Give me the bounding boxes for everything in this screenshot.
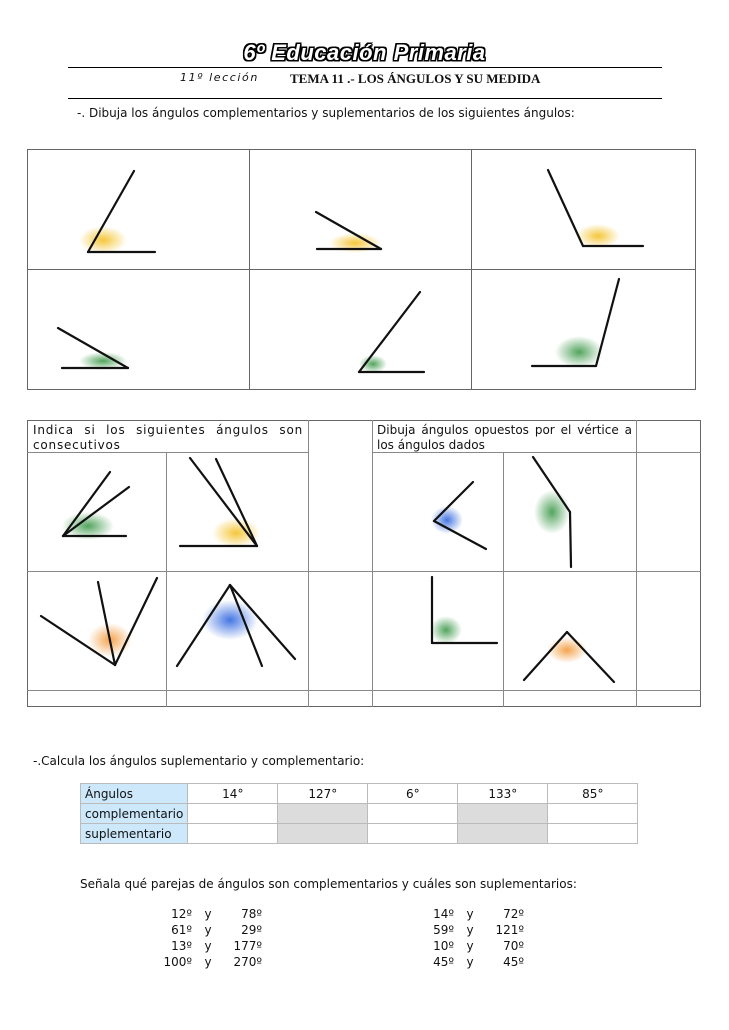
opposite-angle-3 [430,577,497,644]
list-item: 45º y 45º [433,955,524,969]
answer-cell[interactable] [188,824,278,844]
section3-instruction: -.Calcula los ángulos suplementario y complementario: [33,754,365,768]
supplementary-row-label: suplementario [81,824,188,844]
left-pairs-list [162,907,262,971]
right-pairs-list [424,907,524,971]
angle-value: 14° [188,784,278,804]
table-row [81,784,638,804]
section1-instruction: -. Dibuja los ángulos complementarios y suplementarios de los siguientes ángulos: [77,106,575,120]
list-item: 13º y 177º [171,939,262,953]
topic-title: TEMA 11 .- LOS ÁNGULOS Y SU MEDIDA [290,71,541,86]
answer-cell[interactable] [368,804,458,824]
answer-cell[interactable] [368,824,458,844]
opposite-angle-1 [431,482,486,549]
angle-value: 6° [368,784,458,804]
list-item: 10º y 70º [433,939,524,953]
worksheet-title: 6º Educación Primaria [243,40,486,65]
angles-header-label: Ángulos [81,784,188,804]
answer-cell[interactable] [548,824,638,844]
answer-cell[interactable] [548,804,638,824]
answer-cell[interactable] [458,824,548,844]
consecutive-instruction: Indica si los siguientes ángulos son consecutivos [33,423,303,452]
answer-cell[interactable] [278,804,368,824]
opposite-angle-4 [524,632,614,682]
consecutive-angles-2 [180,458,260,548]
consecutive-angles-1 [62,472,129,540]
opposite-angle-2 [533,457,571,567]
angles-table [80,783,638,844]
list-item: 59º y 121º [433,923,524,937]
lesson-label: 11º lección [180,71,259,84]
complementary-row-label: complementario [81,804,188,824]
list-item: 100º y 270º [163,955,262,969]
table-row [81,824,638,844]
list-item: 61º y 29º [171,923,262,937]
angle-value: 127° [278,784,368,804]
answer-cell[interactable] [278,824,368,844]
answer-cell[interactable] [458,804,548,824]
angle-value: 133° [458,784,548,804]
list-item: 12º y 78º [171,907,262,921]
answer-cell[interactable] [188,804,278,824]
opposite-instruction: Dibuja ángulos opuestos por el vértice a los ángulos dados [377,423,632,452]
angle-value: 85° [548,784,638,804]
section4-instruction: Señala qué parejas de ángulos son complementarios y cuáles son suplementarios: [80,877,577,891]
consecutive-angles-3 [41,578,157,665]
table-row [81,804,638,824]
consecutive-angles-4 [177,585,295,666]
list-item: 14º y 72º [433,907,524,921]
